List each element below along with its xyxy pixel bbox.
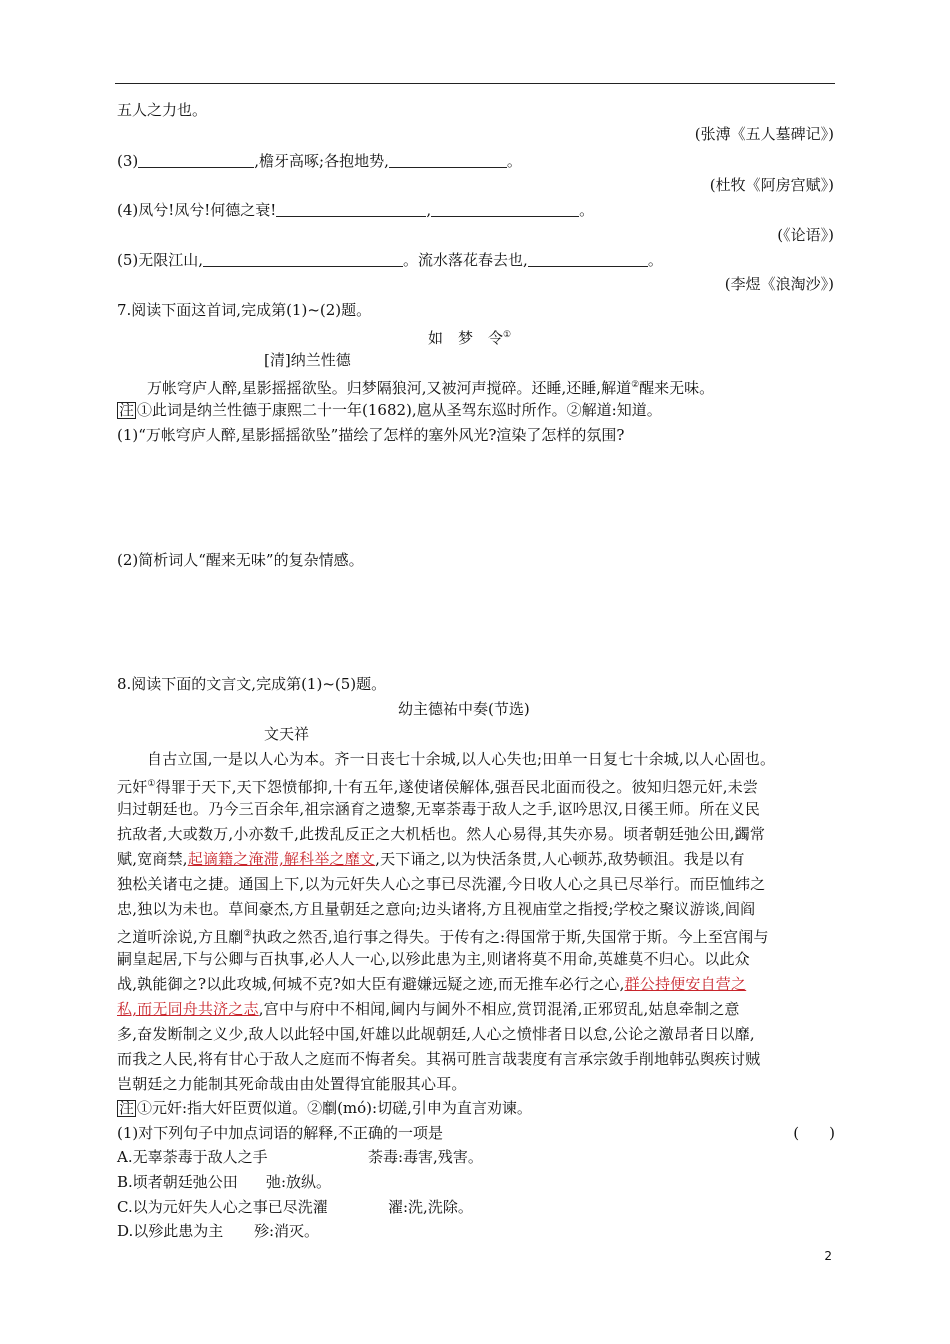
fill-q5: (5)无限江山, 。流水落花春去也, 。 (117, 251, 663, 269)
answer-blank[interactable] (203, 252, 403, 267)
underlined-sentence: 起谪籍之淹滞,解科举之靡文 (187, 850, 376, 868)
passage-line: 战,孰能御之?以此攻城,何城不克?如大臣有避嫌远疑之迹,而无推车必行之心,群公持便安自营之 (117, 975, 747, 993)
option-d[interactable]: D.以殄此患为主 (117, 1222, 224, 1240)
answer-blank[interactable] (276, 202, 426, 217)
q7-prompt: 7.阅读下面这首词,完成第(1)~(2)题。 (117, 301, 372, 319)
q8-author: 文天祥 (264, 725, 310, 743)
passage-line: 岂朝廷之力能制其死命哉由由处置得宜能服其心耳。 (117, 1075, 467, 1093)
underlined-sentence: 私,而无同舟共济之志 (117, 1000, 259, 1018)
answer-paren[interactable]: ( ) (793, 1124, 835, 1142)
underlined-sentence: 群公持便安自营之 (624, 975, 747, 993)
option-b[interactable]: B.顷者朝廷弛公田 (117, 1173, 238, 1191)
source-4: (《论语》) (777, 226, 834, 244)
option-a-gloss: 荼毒:毒害,残害。 (368, 1148, 483, 1166)
passage-line: 独松关诸屯之捷。通国上下,以为元奸失人心之事已尽洗濯,今日收人心之具已尽举行。而臣恤纬之 (117, 875, 766, 893)
top-text: 五人之力也。 (117, 101, 208, 119)
fill-q4: (4)凤兮!凤兮!何德之衰! , 。 (117, 201, 595, 219)
answer-blank[interactable] (138, 153, 254, 168)
source-3: (杜牧《阿房宫赋》) (709, 176, 834, 194)
passage-line: 自古立国,一是以人心为本。齐一日丧七十余城,以人心失也;田单一日复七十余城,以人心固也。 (147, 750, 776, 768)
passage-line: 多,奋发断制之义少,敌人以此轻中国,奸雄以此觇朝廷,人心之愤悱者日以怠,公论之激昂者日以靡, (117, 1025, 755, 1043)
passage-line: 之道听涂说,方且劘②执政之然否,追行事之得失。于传有之:得国常于斯,失国常于斯。今上至宫闱与 (117, 928, 769, 946)
passage-line: 抗敌者,大或数万,小亦数千,此拨乱反正之大机栝也。然人心易得,其失亦易。顷者朝廷弛公田,蠲常 (117, 825, 766, 843)
passage-line: 赋,宽商禁,起谪籍之淹滞,解科举之靡文,天下诵之,以为快活条贯,人心顿苏,敌势顿沮。我是以有 (117, 850, 745, 868)
answer-blank[interactable] (389, 153, 507, 168)
q8-note: 注 ①元奸:指大奸臣贾似道。②劘(mó):切磋,引申为直言劝谏。 (119, 1099, 532, 1117)
q7-author: [清]纳兰性德 (264, 351, 351, 369)
q7-note: 注 ①此词是纳兰性德于康熙二十一年(1682),扈从圣驾东巡时所作。②解道:知道。 (119, 401, 662, 419)
q7-poem: 万帐穹庐人醉,星影摇摇欲坠。归梦隔狼河,又被河声搅碎。还睡,还睡,解道②醒来无味。 (147, 379, 715, 397)
passage-line: 嗣皇起居,下与公卿与百执事,必人人一心,以殄此患为主,则诸将莫不用命,英雄莫不归心。以此众 (117, 950, 750, 968)
fill-q3: (3) ,檐牙高啄;各抱地势, 。 (117, 152, 522, 170)
passage-line: 而我之人民,将有甘心于敌人之庭而不悔者矣。其祸可胜言哉裴度有言承宗敛手削地韩弘舆疾讨贼 (117, 1050, 761, 1068)
answer-blank[interactable] (431, 202, 579, 217)
header-rule (115, 83, 835, 84)
option-c[interactable]: C.以为元奸失人心之事已尽洗濯 (117, 1198, 328, 1216)
q7-sub2: (2)简析词人“醒来无味”的复杂情感。 (117, 551, 364, 569)
q7-poem-title: 如 梦 令① (428, 329, 512, 347)
q8-prompt: 8.阅读下面的文言文,完成第(1)~(5)题。 (117, 675, 387, 693)
q7-sub1: (1)“万帐穹庐人醉,星影摇摇欲坠”描绘了怎样的塞外风光?渲染了怎样的氛围? (117, 426, 625, 444)
page-number: 2 (824, 1249, 832, 1263)
answer-blank[interactable] (528, 252, 648, 267)
option-d-gloss: 殄:消灭。 (254, 1222, 320, 1240)
q8-sub1: (1)对下列句子中加点词语的解释,不正确的一项是 (117, 1124, 444, 1142)
passage-line: 忠,独以为未也。草间豪杰,方且量朝廷之意向;边头诸将,方且视庙堂之指授;学校之聚议游谈,闾阎 (117, 900, 756, 918)
passage-line: 私,而无同舟共济之志,宫中与府中不相闻,阃内与阃外不相应,赏罚混淆,正邪贸乱,姑息牵制之意 (117, 1000, 740, 1018)
source-1: (张溥《五人墓碑记》) (694, 125, 834, 143)
source-5: (李煜《浪淘沙》) (724, 275, 834, 293)
passage-line: 元奸①得罪于天下,天下怨愤郁抑,十有五年,遂使诸侯解体,强吾民北面而役之。彼知归怨元奸,未尝 (117, 778, 759, 796)
q8-title: 幼主德祐中奏(节选) (398, 700, 530, 718)
option-b-gloss: 弛:放纵。 (266, 1173, 332, 1191)
option-a[interactable]: A.无辜荼毒于敌人之手 (117, 1148, 268, 1166)
passage-line: 归过朝廷也。乃今三百余年,祖宗涵育之遗黎,无辜荼毒于敌人之手,讴吟思汉,日徯王师。所在义民 (117, 800, 761, 818)
option-c-gloss: 濯:洗,洗除。 (388, 1198, 473, 1216)
